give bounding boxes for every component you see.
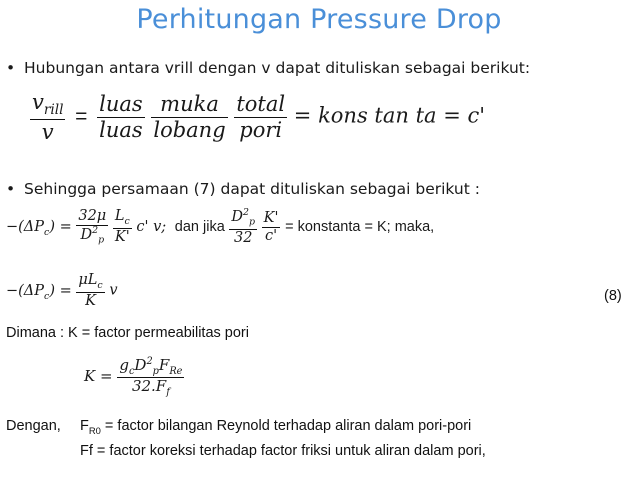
- fraction-muka-lobang: $\frac{\text{muka}}{\text{lobang}}$: [153, 92, 226, 142]
- bullet-marker: •: [6, 59, 16, 77]
- bullet-text: Hubungan antara vrill dengan v dapat dituliskan sebagai berikut:: [24, 59, 531, 77]
- page-title: Perhitungan Pressure Drop: [136, 4, 502, 35]
- fraction-total-pori: $\frac{\text{total}}{\text{pori}}$: [236, 92, 286, 142]
- fraction-luas: $\frac{\text{luas}}{\text{luas}}$: [99, 92, 143, 142]
- dengan-line-1: $F_{R0}$ = factor bilangan Reynold terhadap aliran dalam pori-pori: [80, 418, 472, 436]
- fraction-32mu-dp2: $\frac{32\mu}{D^2_p}$: [78, 208, 107, 246]
- fraction-dp2-32: $\frac{D^2_p}{32}$: [231, 207, 256, 246]
- dengan-line-2: Ff = factor koreksi terhadap factor friksi untuk aliran dalam pori,: [80, 443, 486, 459]
- equation-k-definition: K = $\frac{g_cD^2_pF_{Re}}{32.F_f}$: [84, 356, 183, 399]
- fraction-lc-k: $\frac{L_c}{K'}$: [114, 208, 130, 246]
- equation-vrill-ratio: $\frac{v_{rill}}{v}$ = $\frac{\text{luas}}{\text{luas}}$ $\frac{\text{muka}}{\text{lobang}}$ $\frac{\text{total}}{\text{pori}}$ = kons tan ta = c': [32, 90, 486, 144]
- bullet-marker: •: [6, 180, 16, 198]
- dimana-line: Dimana : K = factor permeabilitas pori: [6, 325, 249, 341]
- fraction-mulc-k: $\frac{\mu L_c}{K}$: [78, 272, 103, 309]
- bullet-text: Sehingga persamaan (7) dapat dituliskan sebagai berikut :: [24, 180, 480, 198]
- fraction-k-c: $\frac{K'}{c'}$: [263, 209, 279, 244]
- equation-pressure-drop-1: $-(\Delta P_c)$ = $\frac{32\mu}{D^2_p}$ $\frac{L_c}{K'}$ c' v; dan jika $\frac{D^2_p}{32}$ $\frac{K'}{c'}$ = konstanta = K; maka,: [6, 207, 435, 246]
- equation-number: (8): [604, 288, 622, 304]
- equation-pressure-drop-2: $-(\Delta P_c)$ = $\frac{\mu L_c}{K}$ v: [6, 272, 118, 309]
- dengan-label: Dengan,: [6, 418, 61, 434]
- equation-rhs: = kons tan ta = c': [293, 103, 486, 128]
- bullet-item-1: [6, 59, 530, 77]
- bullet-item-2: [6, 180, 480, 198]
- fraction-k: $\frac{g_cD^2_pF_{Re}}{32.F_f}$: [119, 356, 183, 399]
- fraction-vrill-over-v: $\frac{v_{rill}}{v}$: [32, 90, 64, 144]
